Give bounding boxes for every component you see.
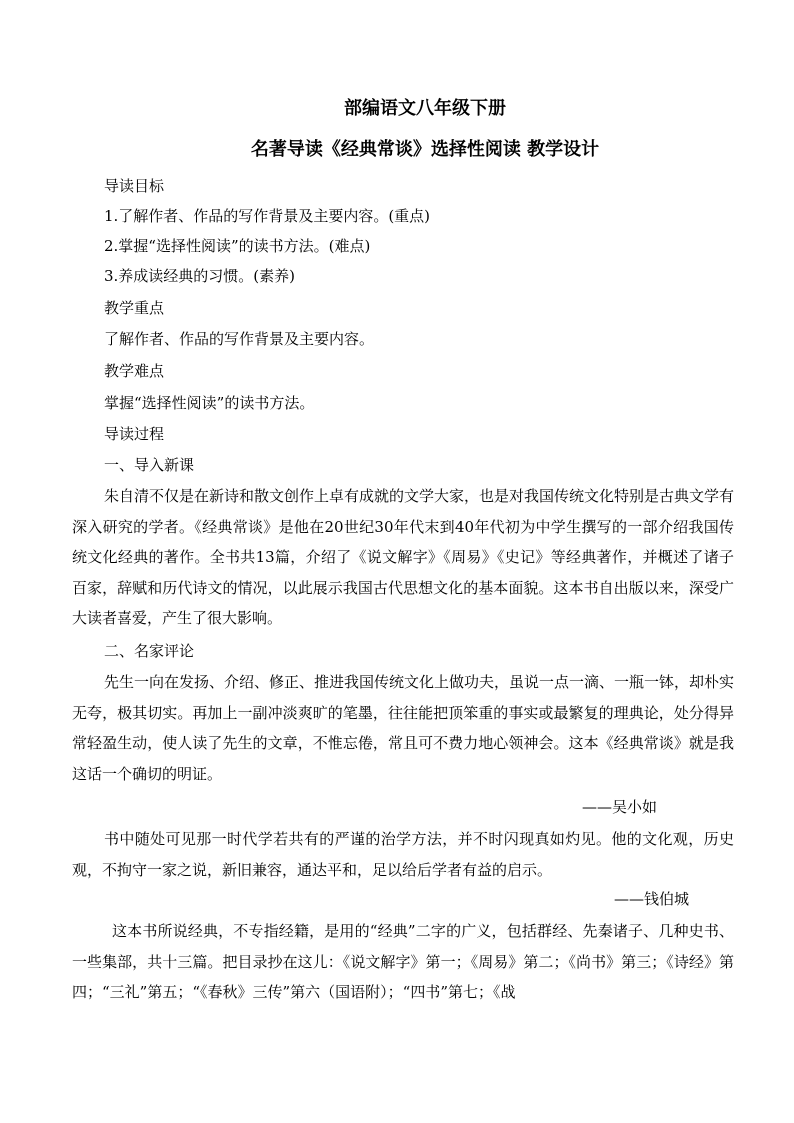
comment-1-paragraph: 先生一向在发扬、介绍、修正、推进我国传统文化上做功夫，虽说一点一滴、一瓶一钵，却朴实无夸，极其切实。再加上一副冲淡爽旷的笔墨，往往能把顶笨重的事实或最繁复的理典论，处分得异常轻盈生动，使人读了先生的文章，不惟忘倦，常且可不费力地心领神会。这本《经典常谈》就是我这话一个确切的明证。 <box>72 673 735 783</box>
process-heading: 导读过程 <box>104 425 165 443</box>
difficulty-text: 掌握“选择性阅读”的读书方法。 <box>104 394 315 412</box>
document-title: 部编语文八年级下册 <box>344 98 506 119</box>
comment-2-paragraph: 书中随处可见那一时代学若共有的严谨的治学方法，并不时闪现真如灼见。他的文化观，历史观，不拘守一家之说，新旧兼容，通达平和，足以给后学者有益的启示。 <box>72 830 734 879</box>
quote-paragraph: 这本书所说经典，不专指经籍，是用的“经典”二字的广义，包括群经、先秦诸子、几种史书、一些集部，共十三篇。把目录抄在这儿：《说文解字》第一；《周易》第二；《尚书》第三；《诗经》第四；“三礼”第五；“《春秋》三传”第六（国语附）；“四书”第七；《战 <box>72 922 734 1002</box>
comment-1-author: ——吴小如 <box>582 798 658 816</box>
difficulty-heading: 教学难点 <box>104 362 165 380</box>
goal-item-1: 1.了解作者、作品的写作背景及主要内容。(重点) <box>104 207 431 225</box>
section-1-paragraph: 朱自清不仅是在新诗和散文创作上卓有成就的文学大家，也是对我国传统文化特别是古典文学有深入研究的学者。《经典常谈》是他在20世纪30年代末到40年代初为中学生撰写的一部介绍我国传统文化经典的著作。全书共13篇，介绍了《说文解字》《周易》《史记》等经典著作，并概述了诸子百家，辞赋和历代诗文的情况，以此展示我国古代思想文化的基本面貌。这本书自出版以来，深受广大读者喜爱，产生了很大影响。 <box>72 487 735 628</box>
key-point-text: 了解作者、作品的写作背景及主要内容。 <box>104 330 375 348</box>
goal-item-3: 3.养成读经典的习惯。(素养) <box>104 267 296 285</box>
document-subtitle: 名著导读《经典常谈》选择性阅读 教学设计 <box>250 139 600 160</box>
goal-item-2: 2.掌握“选择性阅读”的读书方法。(难点) <box>104 237 371 255</box>
key-point-heading: 教学重点 <box>104 299 165 317</box>
goals-heading: 导读目标 <box>104 177 165 195</box>
section-2-heading: 二、名家评论 <box>104 642 195 660</box>
section-1-heading: 一、导入新课 <box>104 456 195 474</box>
comment-2-author: ——钱伯城 <box>614 890 690 908</box>
